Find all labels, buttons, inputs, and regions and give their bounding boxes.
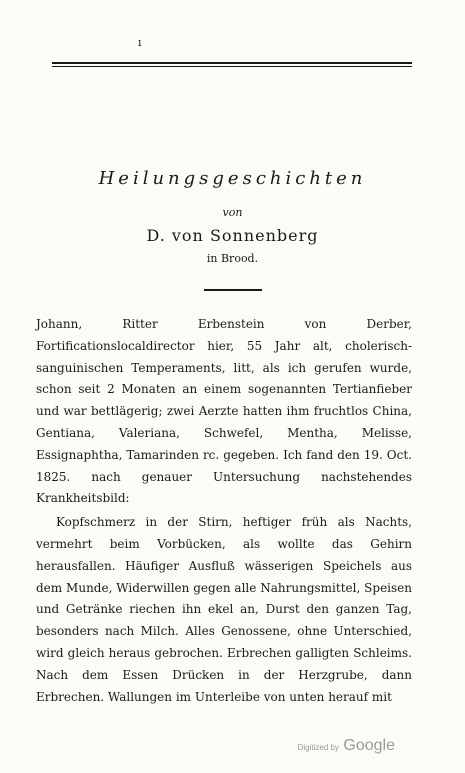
page-mark: ı bbox=[138, 36, 142, 49]
paragraph-2: Kopfschmerz in der Stirn, heftiger früh als Nachts, vermehrt beim Vorbücken, als wollte das Gehirn herausfallen. Häufiger Ausfluß wässerigen Speichels aus dem Munde, Widerwillen gegen alle Nahrungsmittel, Speisen und Getränke riechen ihn ekel an, Durst den ganzen Tag, besonders nach Milch. Alles Genossene, ohne Unterschied, wird gleich heraus gebrochen. Erbrechen galligten Schleims. Nach dem Essen Drücken in der Herzgrube, dann Erbrechen. Wallungen im Unterleibe von unten herauf mit bbox=[36, 515, 412, 704]
google-logo: Google bbox=[343, 737, 395, 754]
chapter-title: Heilungsgeschichten bbox=[98, 168, 367, 189]
digitized-watermark bbox=[298, 737, 395, 755]
author-name: D. von Sonnenberg bbox=[146, 226, 319, 245]
digitized-by-label: Digitized by bbox=[297, 743, 339, 752]
byline-von: von bbox=[222, 206, 243, 219]
section-rule bbox=[204, 289, 262, 291]
top-rule bbox=[52, 62, 412, 64]
top-rule-thin bbox=[52, 66, 412, 67]
body-text bbox=[36, 314, 412, 708]
paragraph-1: Johann, Ritter Erbenstein von Derber, Fortificationslocaldirector hier, 55 Jahr alt, cholerisch-sanguinischen Temperaments, litt, als ich gerufen wurde, schon seit 2 Monaten an einem sogenannten Tertianfieber und war bettlägerig; zwei Aerzte hatten ihm fruchtlos China, Gentiana, Valeriana, Schwefel, Mentha, Melisse, Essignaphtha, Tamarinden rc. gegeben. Ich fand den 19. Oct. 1825. nach genauer Untersuchung nachstehendes Krankheitsbild: bbox=[36, 317, 412, 506]
author-place: in Brood. bbox=[206, 252, 259, 265]
